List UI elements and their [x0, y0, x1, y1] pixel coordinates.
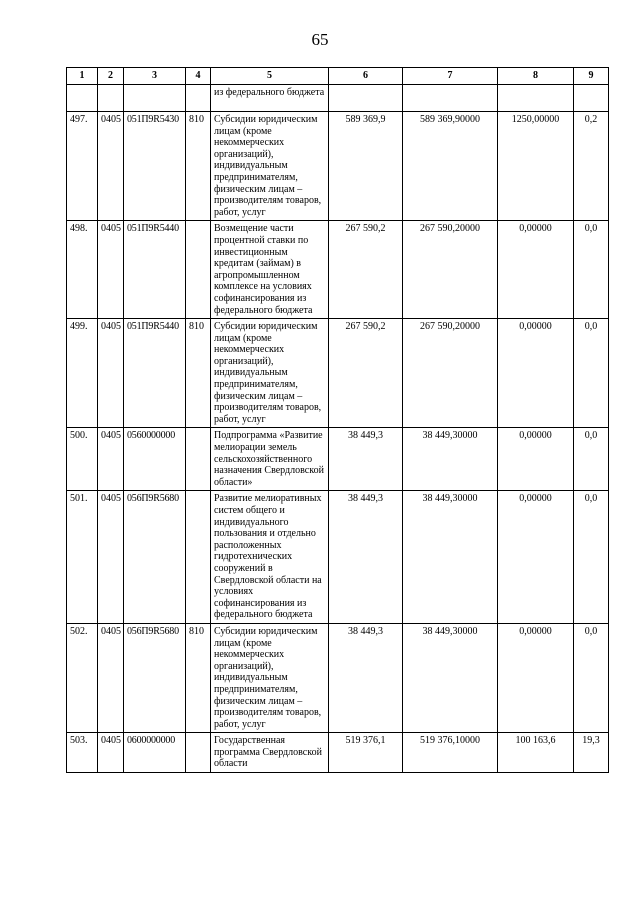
row-number-cell: 500. — [67, 428, 98, 491]
percent-cell: 0,0 — [574, 428, 609, 491]
amount-cell: 38 449,3 — [329, 428, 403, 491]
description-cell: Развитие мелиоративных систем общего и индивидуального пользования и отдельно расположенных гидротехнических сооружений в Свердловской области на условиях софинансирования из федерального бюджета — [211, 491, 329, 624]
expense-type-cell — [186, 221, 211, 319]
amount-cell: 589 369,9 — [329, 112, 403, 221]
expense-type-cell — [186, 491, 211, 624]
amount-cell: 38 449,3 — [329, 491, 403, 624]
target-article-cell: 0600000000 — [124, 733, 186, 773]
column-header: 8 — [498, 68, 574, 85]
target-article-cell: 051П9R5440 — [124, 319, 186, 428]
percent-cell: 19,3 — [574, 733, 609, 773]
description-cell: из федерального бюджета — [211, 85, 329, 112]
amount-detailed-cell: 589 369,90000 — [403, 112, 498, 221]
row-number-cell: 497. — [67, 112, 98, 221]
amount-cell: 267 590,2 — [329, 319, 403, 428]
section-code-cell: 0405 — [98, 623, 124, 732]
expense-type-cell: 810 — [186, 623, 211, 732]
expense-type-cell — [186, 733, 211, 773]
row-number-cell — [67, 85, 98, 112]
table-row — [67, 112, 609, 221]
column-header: 4 — [186, 68, 211, 85]
table-row — [67, 221, 609, 319]
federal-amount-cell: 0,00000 — [498, 221, 574, 319]
federal-amount-cell: 0,00000 — [498, 491, 574, 624]
column-header: 6 — [329, 68, 403, 85]
federal-amount-cell: 100 163,6 — [498, 733, 574, 773]
column-header: 5 — [211, 68, 329, 85]
page-number: 65 — [311, 30, 329, 49]
percent-cell: 0,0 — [574, 491, 609, 624]
column-header: 3 — [124, 68, 186, 85]
federal-amount-cell: 0,00000 — [498, 319, 574, 428]
amount-detailed-cell: 267 590,20000 — [403, 319, 498, 428]
expense-type-cell — [186, 428, 211, 491]
row-number-cell: 499. — [67, 319, 98, 428]
table-row — [67, 428, 609, 491]
section-code-cell: 0405 — [98, 733, 124, 773]
amount-detailed-cell: 38 449,30000 — [403, 491, 498, 624]
description-cell: Государственная программа Свердловской области — [211, 733, 329, 773]
amount-detailed-cell: 38 449,30000 — [403, 428, 498, 491]
amount-cell: 519 376,1 — [329, 733, 403, 773]
section-code-cell: 0405 — [98, 319, 124, 428]
percent-cell: 0,2 — [574, 112, 609, 221]
section-code-cell: 0405 — [98, 112, 124, 221]
percent-cell: 0,0 — [574, 319, 609, 428]
header-row — [67, 68, 609, 85]
federal-amount-cell — [498, 85, 574, 112]
budget-table — [66, 67, 609, 773]
row-number-cell: 501. — [67, 491, 98, 624]
federal-amount-cell: 1250,00000 — [498, 112, 574, 221]
amount-cell — [329, 85, 403, 112]
table-row — [67, 623, 609, 732]
table-row — [67, 491, 609, 624]
column-header: 1 — [67, 68, 98, 85]
target-article-cell: 056П9R5680 — [124, 623, 186, 732]
amount-detailed-cell — [403, 85, 498, 112]
federal-amount-cell: 0,00000 — [498, 623, 574, 732]
target-article-cell — [124, 85, 186, 112]
amount-detailed-cell: 38 449,30000 — [403, 623, 498, 732]
section-code-cell — [98, 85, 124, 112]
amount-cell: 38 449,3 — [329, 623, 403, 732]
table-row — [67, 319, 609, 428]
section-code-cell: 0405 — [98, 221, 124, 319]
row-number-cell: 498. — [67, 221, 98, 319]
section-code-cell: 0405 — [98, 428, 124, 491]
target-article-cell: 051П9R5440 — [124, 221, 186, 319]
percent-cell: 0,0 — [574, 221, 609, 319]
amount-detailed-cell: 519 376,10000 — [403, 733, 498, 773]
percent-cell — [574, 85, 609, 112]
description-cell: Возмещение части процентной ставки по инвестиционным кредитам (займам) в агропромышленном комплексе на условиях софинансирования из федерального бюджета — [211, 221, 329, 319]
row-number-cell: 502. — [67, 623, 98, 732]
continuation-row — [67, 85, 609, 112]
description-cell: Субсидии юридическим лицам (кроме некоммерческих организаций), индивидуальным предпринимателям, физическим лицам – производителям товаров, работ, услуг — [211, 623, 329, 732]
amount-cell: 267 590,2 — [329, 221, 403, 319]
federal-amount-cell: 0,00000 — [498, 428, 574, 491]
target-article-cell: 051П9R5430 — [124, 112, 186, 221]
expense-type-cell — [186, 85, 211, 112]
column-header: 2 — [98, 68, 124, 85]
target-article-cell: 056П9R5680 — [124, 491, 186, 624]
description-cell: Субсидии юридическим лицам (кроме некоммерческих организаций), индивидуальным предпринимателям, физическим лицам – производителям товаров, работ, услуг — [211, 319, 329, 428]
table-row — [67, 733, 609, 773]
target-article-cell: 0560000000 — [124, 428, 186, 491]
column-header: 9 — [574, 68, 609, 85]
section-code-cell: 0405 — [98, 491, 124, 624]
expense-type-cell: 810 — [186, 319, 211, 428]
amount-detailed-cell: 267 590,20000 — [403, 221, 498, 319]
expense-type-cell: 810 — [186, 112, 211, 221]
row-number-cell: 503. — [67, 733, 98, 773]
percent-cell: 0,0 — [574, 623, 609, 732]
description-cell: Субсидии юридическим лицам (кроме некоммерческих организаций), индивидуальным предпринимателям, физическим лицам – производителям товаров, работ, услуг — [211, 112, 329, 221]
description-cell: Подпрограмма «Развитие мелиорации земель сельскохозяйственного назначения Свердловской области» — [211, 428, 329, 491]
column-header: 7 — [403, 68, 498, 85]
